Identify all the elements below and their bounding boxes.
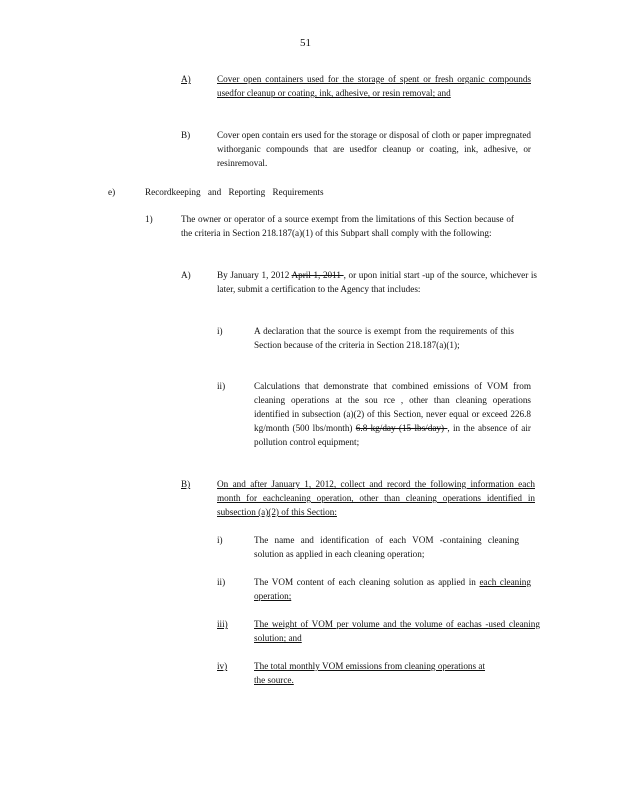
para-1A-ii-struck: 6.8 kg/day (15 lbs/day) [355, 423, 448, 433]
para-1A-part1: By January 1, 2012 [217, 270, 292, 280]
label-A-top: A) [181, 74, 191, 84]
para-1B-ii [254, 575, 531, 603]
para-1A-ii-part1: Calculations that demonstrate that combined emissions of VOM from cleaning operations at the sou rce , other than cleaning operations identified in subsection (a)(2) of this Section, never equal or exceed 226.8 kg/month (500 lbs/month) [254, 381, 531, 433]
para-1A [217, 268, 537, 296]
para-1B-i: The name and identification of each VOM -containing cleaning solution as applied in each cleaning operation; [254, 535, 519, 559]
para-1A-ii-part2: , in the absence of air pollution control equipment; [254, 423, 531, 447]
para-1A-ii [254, 379, 531, 449]
para-1A-i: A declaration that the source is exempt from the requirements of this Section because of the criteria in Section 218.187(a)(1); [254, 326, 514, 350]
label-1A: A) [181, 270, 191, 280]
para-1B-iv: The total monthly VOM emissions from cleaning operations at the source. [254, 661, 486, 685]
label-1A-i: i) [217, 326, 223, 336]
label-1A-ii: ii) [217, 381, 226, 391]
para-B-top: Cover open contain ers used for the storage or disposal of cloth or paper impregnated withorganic compounds that are usedfor cleanup or coating, ink, adhesive, or resinremoval. [217, 130, 531, 168]
label-1B-iv: iv) [217, 661, 228, 671]
label-e: e) [108, 187, 116, 197]
heading-e: Recordkeeping and Reporting Requirements [145, 187, 324, 197]
para-1B-iii: The weight of VOM per volume and the volume of eachas -used cleaning solution; and [254, 619, 540, 643]
label-1B: B) [181, 479, 191, 489]
para-1B-ii-plain: The VOM content of each cleaning solution as applied in [254, 577, 480, 587]
label-1B-iii: iii) [217, 619, 228, 629]
label-1B-i: i) [217, 535, 223, 545]
para-1: The owner or operator of a source exempt from the limitations of this Section because of the criteria in Section 218.187(a)(1) of this Subpart shall comply with the following: [181, 214, 514, 238]
label-1: 1) [145, 214, 153, 224]
para-1B: On and after January 1, 2012, collect and record the following information each month for eachcleaning operation, other than cleaning operations identified in subsection (a)(2) of this Section: [217, 479, 535, 517]
label-1B-ii: ii) [217, 577, 226, 587]
page-number: 51 [300, 37, 311, 49]
para-1B-ii-underlined: each cleaning operation; [254, 577, 531, 601]
para-1A-struck: April 1, 2011 [291, 270, 344, 280]
para-A-top: Cover open containers used for the storage of spent or fresh organic compounds usedfor cleanup or coating, ink, adhesive, or resin removal; and [217, 74, 531, 98]
label-B-top: B) [181, 130, 191, 140]
para-1A-part2: , or upon initial start -up of the source, whichever is later, submit a certification to the Agency that includes: [217, 270, 537, 294]
